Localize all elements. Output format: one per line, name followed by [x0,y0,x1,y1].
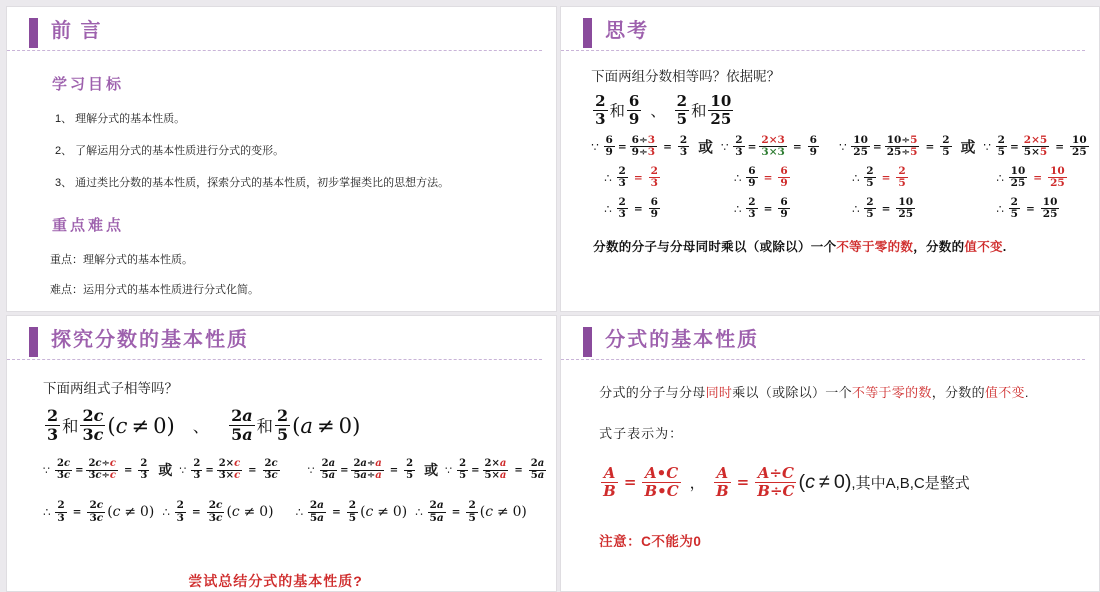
derivation-line: ∴ $\frac{2}{3}$ = $\frac{2}{3}$ [604,164,658,189]
panel-preface [6,6,557,312]
property-statement: 分式的分子与分母同时乘以（或除以）一个不等于零的数，分数的值不变. [599,385,1029,400]
panel-think [560,6,1099,312]
panel-property-title: 分式的基本性质 [605,329,760,351]
derivation-cell: ∵ $\frac{2}{3}$ = $\frac{2\times c}{3\times c}$ = $\frac{2c}{3c}$ [179,457,278,481]
title-accent-bar [29,327,38,357]
property-formula: $\frac{A}{B}$ = $\frac{A•C}{B•C}$ ， $\frac{A}{B}$ = $\frac{A\div C}{B\div C}$ ( c ≠ 0) ,其中A,B,C是整式 [603,464,970,500]
fraction-property-summary: 分数的分子与分母同时乘以（或除以）一个不等于零的数，分数的值不变. [593,240,1007,254]
conclusion-cell: ∴ $\frac{2}{3}$ = $\frac{2c}{3c}$ ( c ≠ 0) [162,499,274,524]
derivation-row [43,453,548,487]
expression-pairs-line: 2 3 和 2c 3c ( c ≠ 0) 、 2a 5a 和 2 5 ( a ≠ 0) [47,406,361,444]
derivation-cell: ∵ $\frac{2}{5}$ = $\frac{2\times a}{5\times a}$ = $\frac{2a}{5a}$ [445,457,545,481]
goal-item: 1、 理解分式的基本性质。 [55,113,186,125]
panel-think-title: 思考 [605,20,650,42]
derivation-cell: ∵ $\frac{2a}{5a}$ = $\frac{2a\div a}{5a\div a}$ = $\frac{2}{5}$ 或 [307,457,439,481]
panel-preface-body [7,51,556,297]
key-point-item: 重点：理解分式的基本性质。 [50,254,193,266]
explore-question: 下面两组式子相等吗？ [43,381,178,396]
derivation-block [983,131,1090,224]
derivation-cell: ∵ $\frac{2c}{3c}$ = $\frac{2c\div c}{3c\div c}$ = $\frac{2}{3}$ 或 [43,457,173,481]
panel-property [560,315,1099,592]
conclusion-row [43,495,548,529]
derivation-line: ∵ $\frac{2}{3}$ = $\frac{2\times 3}{3\times 3}$ = $\frac{6}{9}$ [720,133,817,158]
panel-think-body [561,51,1098,255]
note-text: 注意：C不能为0 [599,534,702,549]
derivation-line: ∴ $\frac{2}{5}$ = $\frac{10}{25}$ [996,195,1058,220]
derivation-line: ∴ $\frac{10}{25}$ = $\frac{10}{25}$ [996,164,1065,189]
think-question: 下面两组分数相等吗？依据呢？ [591,69,781,84]
goal-item: 2、 了解运用分式的基本性质进行分式的变形。 [55,145,285,157]
title-accent-bar [583,327,592,357]
derivation-line: ∴ $\frac{2}{3}$ = $\frac{6}{9}$ [733,195,788,220]
panel-preface-title: 前 言 [51,20,103,42]
conclusion-cell: ∴ $\frac{2a}{5a}$ = $\frac{2}{5}$ ( c ≠ 0) [415,499,527,524]
panel-think-header [561,7,1084,51]
panel-explore-title: 探究分数的基本性质 [51,329,249,351]
difficulty-item: 难点：运用分式的基本性质进行分式化简。 [50,284,259,296]
derivation-line: ∴ $\frac{2}{5}$ = $\frac{10}{25}$ [851,195,914,220]
try-summarize-prompt: 尝试总结分式的基本性质? [188,573,363,589]
derivation-line: ∵ $\frac{2}{5}$ = $\frac{2\times 5}{5\times 5}$ = $\frac{10}{25}$ [983,133,1087,158]
derivation-block [591,131,716,224]
key-points-heading: 重点难点 [52,217,125,234]
derivation-row [591,131,1090,224]
panel-property-body [561,360,1098,550]
formula-lead: 式子表示为： [599,426,684,441]
derivation-line: ∴ $\frac{6}{9}$ = $\frac{6}{9}$ [733,164,788,189]
panel-explore-body [7,360,556,591]
derivation-block [721,131,821,224]
title-accent-bar [29,18,38,48]
conclusion-cell: ∴ $\frac{2a}{5a}$ = $\frac{2}{5}$ ( c ≠ 0) [295,499,408,524]
panel-explore [6,315,557,592]
panel-property-header [561,316,1084,360]
derivation-line: ∴ $\frac{2}{3}$ = $\frac{6}{9}$ [604,195,658,220]
panel-explore-header [7,316,542,360]
goal-item: 3、 通过类比分数的基本性质，探索分式的基本性质，初步掌握类比的思想方法。 [55,177,450,189]
derivation-line: ∵ $\frac{10}{25}$ = $\frac{10\div 5}{25\div 5}$ = $\frac{2}{5}$ 或 [838,133,976,158]
title-accent-bar [583,18,592,48]
derivation-block [839,131,978,224]
learning-goals-heading: 学习目标 [52,76,125,93]
panel-preface-header [7,7,542,51]
derivation-line: ∴ $\frac{2}{5}$ = $\frac{2}{5}$ [851,164,906,189]
conclusion-cell: ∴ $\frac{2}{3}$ = $\frac{2c}{3c}$ ( c ≠ 0) [43,499,155,524]
fraction-pairs-line: 2 3 和 6 9 、 2 5 和 10 25 [595,92,732,128]
derivation-line: ∵ $\frac{6}{9}$ = $\frac{6\div 3}{9\div 3}$ = $\frac{2}{3}$ 或 [591,133,713,158]
